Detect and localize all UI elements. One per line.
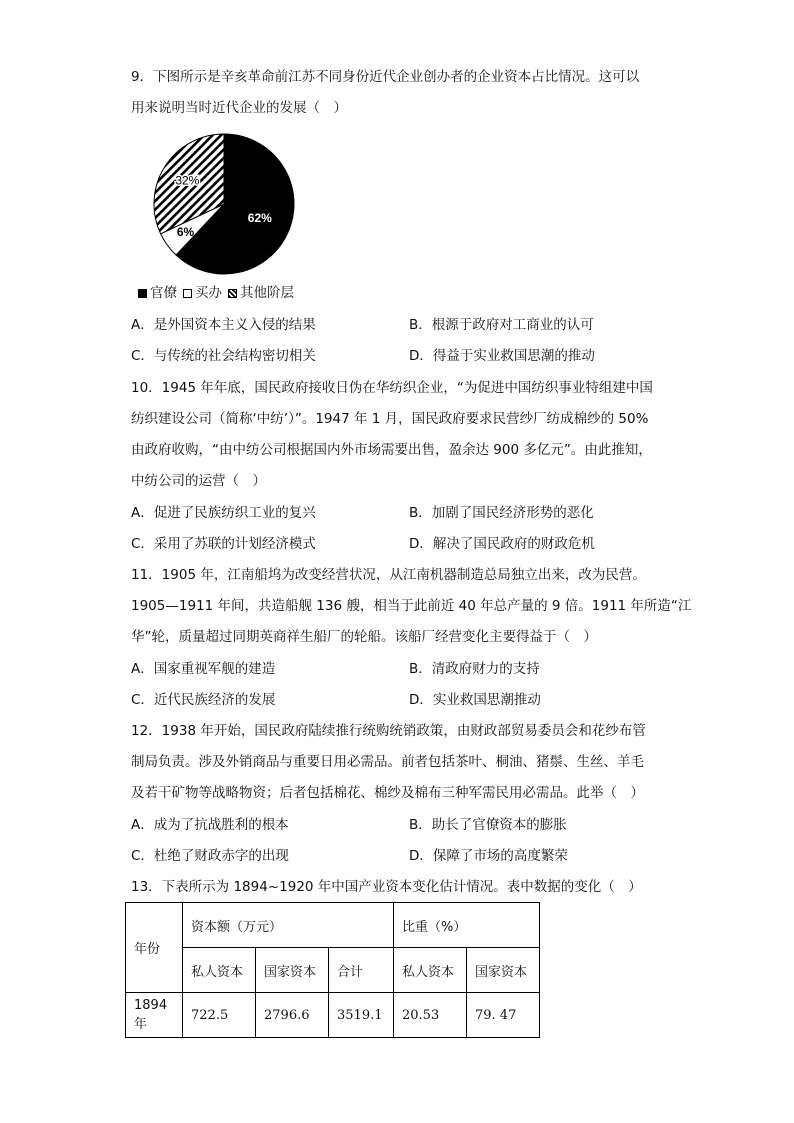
q12-option-d[interactable]: D．保障了市场的高度繁荣	[409, 848, 568, 864]
table-cell-private: 722.5	[183, 993, 256, 1038]
pie-label-other: 32%	[175, 173, 200, 188]
q12-option-a[interactable]: A．成为了抗战胜利的根本	[131, 817, 289, 833]
q12-stem-line-3: 及若干矿物等战略物资；后者包括棉花、棉纱及棉布三种军需民用必需品。此举（ ）	[131, 785, 644, 801]
table-subheader-state-share: 国家资本	[467, 948, 540, 993]
q11-option-c[interactable]: C．近代民族经济的发展	[131, 692, 276, 708]
table-header-year: 年份	[126, 903, 183, 993]
table-subheader-private-share: 私人资本	[394, 948, 467, 993]
q10-stem-line-4: 中纺公司的运营（ ）	[131, 473, 266, 489]
legend-item-other	[228, 283, 294, 303]
q11-stem-line-3: 华”轮，质量超过同期英商祥生船厂的轮船。该船厂经营变化主要得益于（ ）	[131, 629, 597, 645]
q12-option-c[interactable]: C．杜绝了财政赤字的出现	[131, 848, 289, 864]
legend-label-comprador: 买办	[195, 285, 222, 301]
table-subheader-private: 私人资本	[183, 948, 256, 993]
q9-option-b[interactable]: B．根源于政府对工商业的认可	[409, 317, 594, 333]
q9-option-d[interactable]: D．得益于实业救国思潮的推动	[409, 348, 595, 364]
pie-chart	[146, 132, 301, 277]
q10-option-d[interactable]: D．解决了国民政府的财政危机	[409, 536, 595, 552]
q12-stem-line-2: 制局负责。涉及外销商品与重要日用必需品。前者包括茶叶、桐油、猪鬃、生丝、羊毛	[131, 754, 644, 770]
legend-swatch-black	[138, 289, 147, 298]
legend-swatch-hatch	[228, 289, 237, 298]
table-subheader-state: 国家资本	[256, 948, 329, 993]
legend-item-comprador	[183, 283, 222, 303]
q11-stem-line-2: 1905—1911 年间，共造船舰 136 艘，相当于此前近 40 年总产量的 9 倍。1911 年所造“江	[131, 598, 692, 614]
q10-option-b[interactable]: B．加剧了国民经济形势的恶化	[409, 505, 594, 521]
table-header-capital: 资本额（万元）	[183, 903, 394, 948]
table-header-share: 比重（%）	[394, 903, 540, 948]
table-row	[126, 993, 540, 1038]
table-cell-total: 3519.1	[329, 993, 394, 1038]
table-cell-year: 1894 年	[126, 993, 183, 1038]
pie-legend	[138, 283, 300, 303]
legend-label-official: 官僚	[150, 285, 177, 301]
q11-stem-line-1: 11．1905 年，江南船坞为改变经营状况，从江南机器制造总局独立出来，改为民营。	[131, 567, 646, 583]
q10-option-a[interactable]: A．促进了民族纺织工业的复兴	[131, 505, 316, 521]
q10-option-c[interactable]: C．采用了苏联的计划经济模式	[131, 536, 316, 552]
table-cell-private-share: 20.53	[394, 993, 467, 1038]
capital-table	[125, 902, 540, 1038]
q10-stem-line-3: 由政府收购，“由中纺公司根据国内外市场需要出售，盈余达 900 多亿元”。由此推知，	[131, 442, 652, 458]
table-cell-state-share: 79. 47	[467, 993, 540, 1038]
q9-stem-line-2: 用来说明当时近代企业的发展（ ）	[131, 100, 347, 116]
legend-label-other: 其他阶层	[240, 285, 294, 301]
q12-option-b[interactable]: B．助长了官僚资本的膨胀	[409, 817, 567, 833]
legend-item-official	[138, 283, 177, 303]
table-cell-state: 2796.6	[256, 993, 329, 1038]
pie-label-comprador: 6%	[176, 224, 195, 239]
legend-swatch-white	[183, 289, 192, 298]
q11-option-d[interactable]: D．实业救国思潮推动	[409, 692, 541, 708]
q10-stem-line-2: 纺织建设公司（简称‘中纺’）”。1947 年 1 月，国民政府要求民营纱厂纺成棉纱的 50%	[131, 411, 649, 427]
q12-stem-line-1: 12．1938 年开始，国民政府陆续推行统购统销政策，由财政部贸易委员会和花纱布管	[131, 723, 646, 739]
q11-option-b[interactable]: B．清政府财力的支持	[409, 661, 540, 677]
table-subheader-total: 合计	[329, 948, 394, 993]
q10-stem-line-1: 10．1945 年年底，国民政府接收日伪在华纺织企业，“为促进中国纺织事业特组建中国	[131, 380, 653, 396]
q9-option-a[interactable]: A．是外国资本主义入侵的结果	[131, 317, 316, 333]
q11-option-a[interactable]: A．国家重视军舰的建造	[131, 661, 276, 677]
q9-stem-line-1: 9．下图所示是辛亥革命前江苏不同身份近代企业创办者的企业资本占比情况。这可以	[131, 69, 640, 85]
q9-option-c[interactable]: C．与传统的社会结构密切相关	[131, 348, 316, 364]
q13-stem-line-1: 13．下表所示为 1894~1920 年中国产业资本变化估计情况。表中数据的变化（ ）	[131, 879, 642, 895]
pie-label-official: 62%	[247, 211, 272, 226]
